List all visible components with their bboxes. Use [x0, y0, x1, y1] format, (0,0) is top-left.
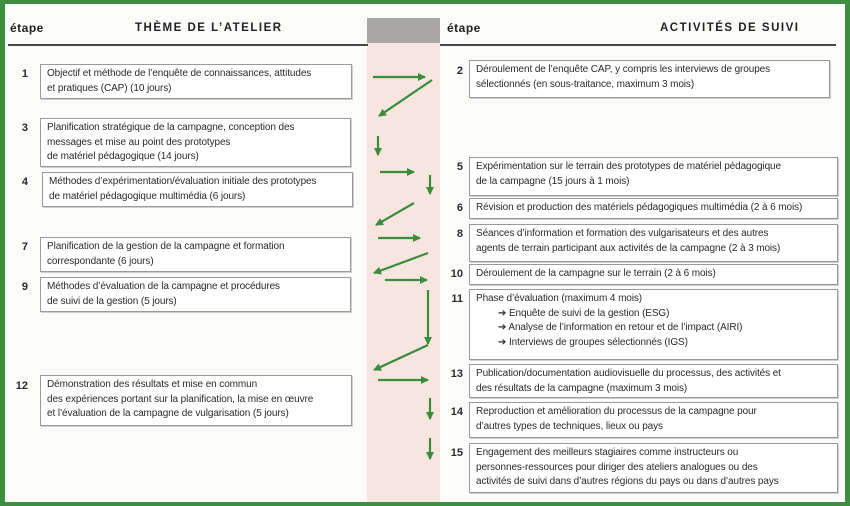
step-number: 11 [451, 293, 463, 305]
followup-step-box: Séances d’information et formation des vulgarisateurs et des autres agents de terrain participant aux activités de la campagne (2 à 3 mois) [469, 224, 838, 262]
workshop-theme-header: THÈME DE L’ATELIER [135, 22, 283, 34]
step-number: 13 [450, 368, 463, 380]
left-step-header: étape [10, 21, 44, 35]
arrow-diagonal-icon [379, 80, 432, 116]
step-number: 1 [21, 68, 28, 80]
workshop-step-box: Planification stratégique de la campagne, conception des messages et mise au point des prototypes de matériel pédagogique (14 jours) [40, 118, 351, 167]
step-number: 4 [21, 176, 28, 188]
followup-activities-header: ACTIVITÉS DE SUIVI [660, 22, 800, 34]
step-number: 3 [21, 122, 28, 134]
step-number: 8 [456, 228, 463, 240]
arrow-diagonal-icon [374, 253, 428, 273]
step-number: 12 [15, 380, 28, 392]
right-step-header: étape [447, 21, 481, 35]
workshop-step-box: Méthodes d’évaluation de la campagne et procédures de suivi de la gestion (5 jours) [40, 277, 351, 312]
step-number: 5 [456, 161, 463, 173]
step-number: 14 [450, 406, 463, 418]
step-number: 2 [456, 65, 463, 77]
workshop-step-box: Démonstration des résultats et mise en commun des expériences portant sur la planification, la mise en œuvre et l’évaluation de la campagne de vulgarisation (5 jours) [40, 375, 352, 426]
arrow-diagonal-icon [376, 203, 414, 225]
step-number: 6 [456, 202, 463, 214]
followup-step-box: Expérimentation sur le terrain des prototypes de matériel pédagogique de la campagne (15 jours à 1 mois) [469, 157, 838, 196]
step-number: 9 [21, 281, 28, 293]
followup-step-box: Déroulement de la campagne sur le terrain (2 à 6 mois) [469, 264, 838, 285]
workshop-step-box: Objectif et méthode de l’enquête de connaissances, attitudes et pratiques (CAP) (10 jours) [40, 64, 352, 99]
arrow-diagonal-icon [374, 345, 428, 370]
followup-step-box: Révision et production des matériels pédagogiques multimédia (2 à 6 mois) [469, 198, 838, 219]
followup-step-box: Reproduction et amélioration du processus de la campagne pour d’autres types de techniques, lieux ou pays [469, 402, 838, 438]
followup-step-box: Engagement des meilleurs stagiaires comme instructeurs ou personnes-ressources pour diriger des ateliers analogues ou des activités de suivi dans d’autres régions du pays ou dans d’autres pays [469, 443, 838, 493]
evaluation-subitem: ➔ Enquête de suivi de la gestion (ESG) [498, 307, 670, 319]
followup-step-box: Publication/documentation audiovisuelle du processus, des activités et des résultats de la campagne (maximum 3 mois) [469, 364, 838, 398]
evaluation-subitem: ➔ Interviews de groupes sélectionnés (IGS) [498, 336, 688, 348]
workshop-step-box: Méthodes d’expérimentation/évaluation initiale des prototypes de matériel pédagogique multimédia (6 jours) [42, 172, 353, 207]
evaluation-subitem: ➔ Analyse de l’information en retour et de l’impact (AIRI) [498, 322, 743, 333]
step-number: 7 [21, 241, 28, 253]
step-number: 15 [450, 447, 463, 459]
followup-step-box: Déroulement de l’enquête CAP, y compris les interviews de groupes sélectionnés (en sous-traitance, maximum 3 mois) [469, 60, 830, 98]
evaluation-phase-title: Phase d’évaluation (maximum 4 mois) [476, 293, 643, 304]
step-number: 10 [450, 268, 463, 280]
workshop-step-box: Planification de la gestion de la campagne et formation correspondante (6 jours) [40, 237, 351, 272]
